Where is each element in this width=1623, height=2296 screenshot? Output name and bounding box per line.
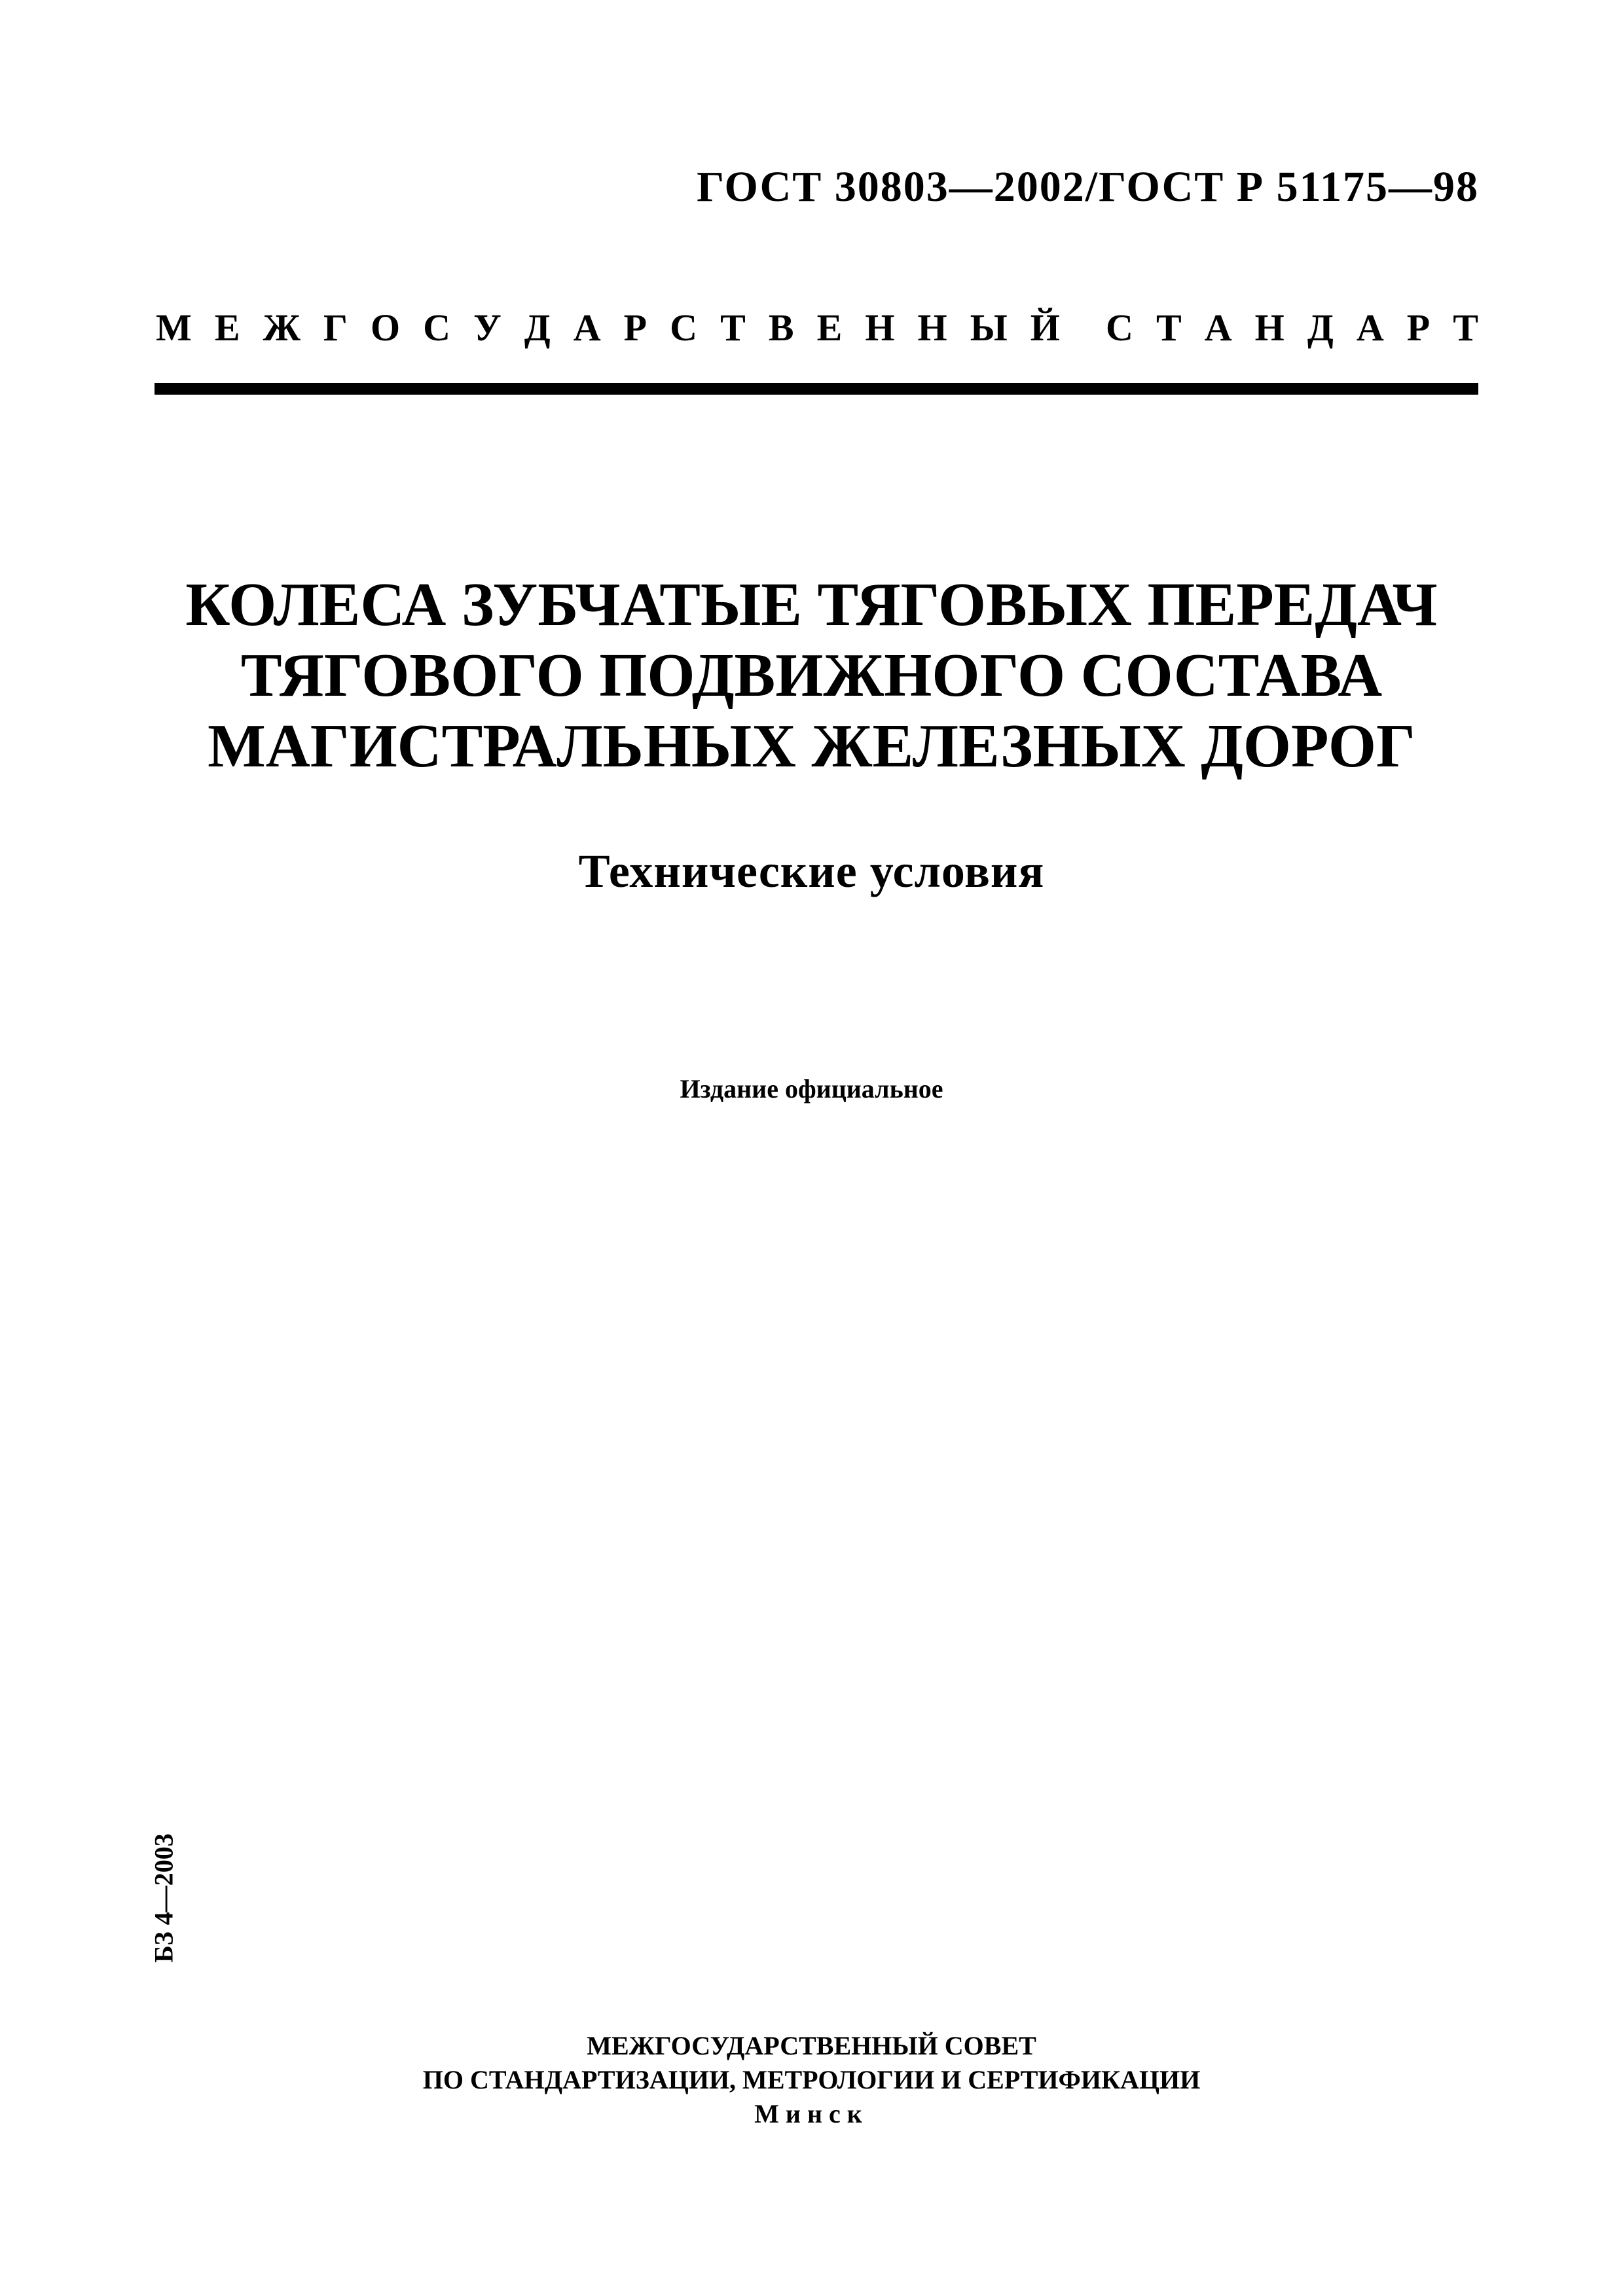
title-line: МАГИСТРАЛЬНЫХ ЖЕЛЕЗНЫХ ДОРОГ (208, 712, 1415, 780)
standard-type-letter: Т (1156, 306, 1182, 349)
standard-type-letter: С (670, 306, 698, 349)
standard-type-letter: Д (524, 306, 551, 349)
standard-type-letter: Г (323, 306, 348, 349)
standard-type-letter: Р (1406, 306, 1431, 349)
standard-type-letter: В (768, 306, 794, 349)
standard-type-letter: С (423, 306, 451, 349)
standard-type-letter: Д (1307, 306, 1334, 349)
document-subtitle: Технические условия (578, 845, 1045, 897)
publisher-line: ПО СТАНДАРТИЗАЦИИ, МЕТРОЛОГИИ И СЕРТИФИКАЦИИ (422, 2065, 1201, 2094)
document-title (0, 569, 1623, 781)
standard-type-letter: Й (1030, 306, 1060, 349)
publisher-line: МЕЖГОСУДАРСТВЕННЫЙ СОВЕТ (587, 2031, 1036, 2060)
standard-type-letter: О (370, 306, 401, 349)
standard-type-letter: С (1106, 306, 1133, 349)
side-code (144, 1820, 183, 1977)
standard-type-letter: Р (623, 306, 647, 349)
standard-type-letter: А (1356, 306, 1384, 349)
side-code-text: БЗ 4—2003 (149, 1833, 179, 1963)
standard-type-letter: А (573, 306, 601, 349)
edition-note: Издание официальное (680, 1074, 943, 1103)
standard-type-letter: Ж (263, 306, 301, 349)
standard-designation: ГОСТ 30803—2002/ГОСТ Р 51175—98 (697, 163, 1479, 211)
standard-type-letter: А (1204, 306, 1232, 349)
publisher-block (0, 2029, 1623, 2131)
standard-type-letter: Е (816, 306, 843, 349)
standard-type-letter: У (473, 306, 501, 349)
standard-type-letter: Ы (970, 306, 1008, 349)
standard-type-letter: Е (214, 306, 240, 349)
publisher-city: Минск (754, 2099, 869, 2128)
standard-type-letter: Н (1254, 306, 1285, 349)
standard-type-letter: Т (720, 306, 746, 349)
standard-type-letter: Н (865, 306, 895, 349)
title-line: КОЛЕСА ЗУБЧАТЫЕ ТЯГОВЫХ ПЕРЕДАЧ (185, 571, 1438, 639)
standard-type-letter: М (156, 306, 192, 349)
standard-type-letter: Н (917, 306, 947, 349)
standard-type-heading (156, 306, 1478, 350)
standard-type-letter: Т (1453, 306, 1478, 349)
title-line: ТЯГОВОГО ПОДВИЖНОГО СОСТАВА (240, 641, 1383, 709)
header-divider (155, 383, 1478, 395)
